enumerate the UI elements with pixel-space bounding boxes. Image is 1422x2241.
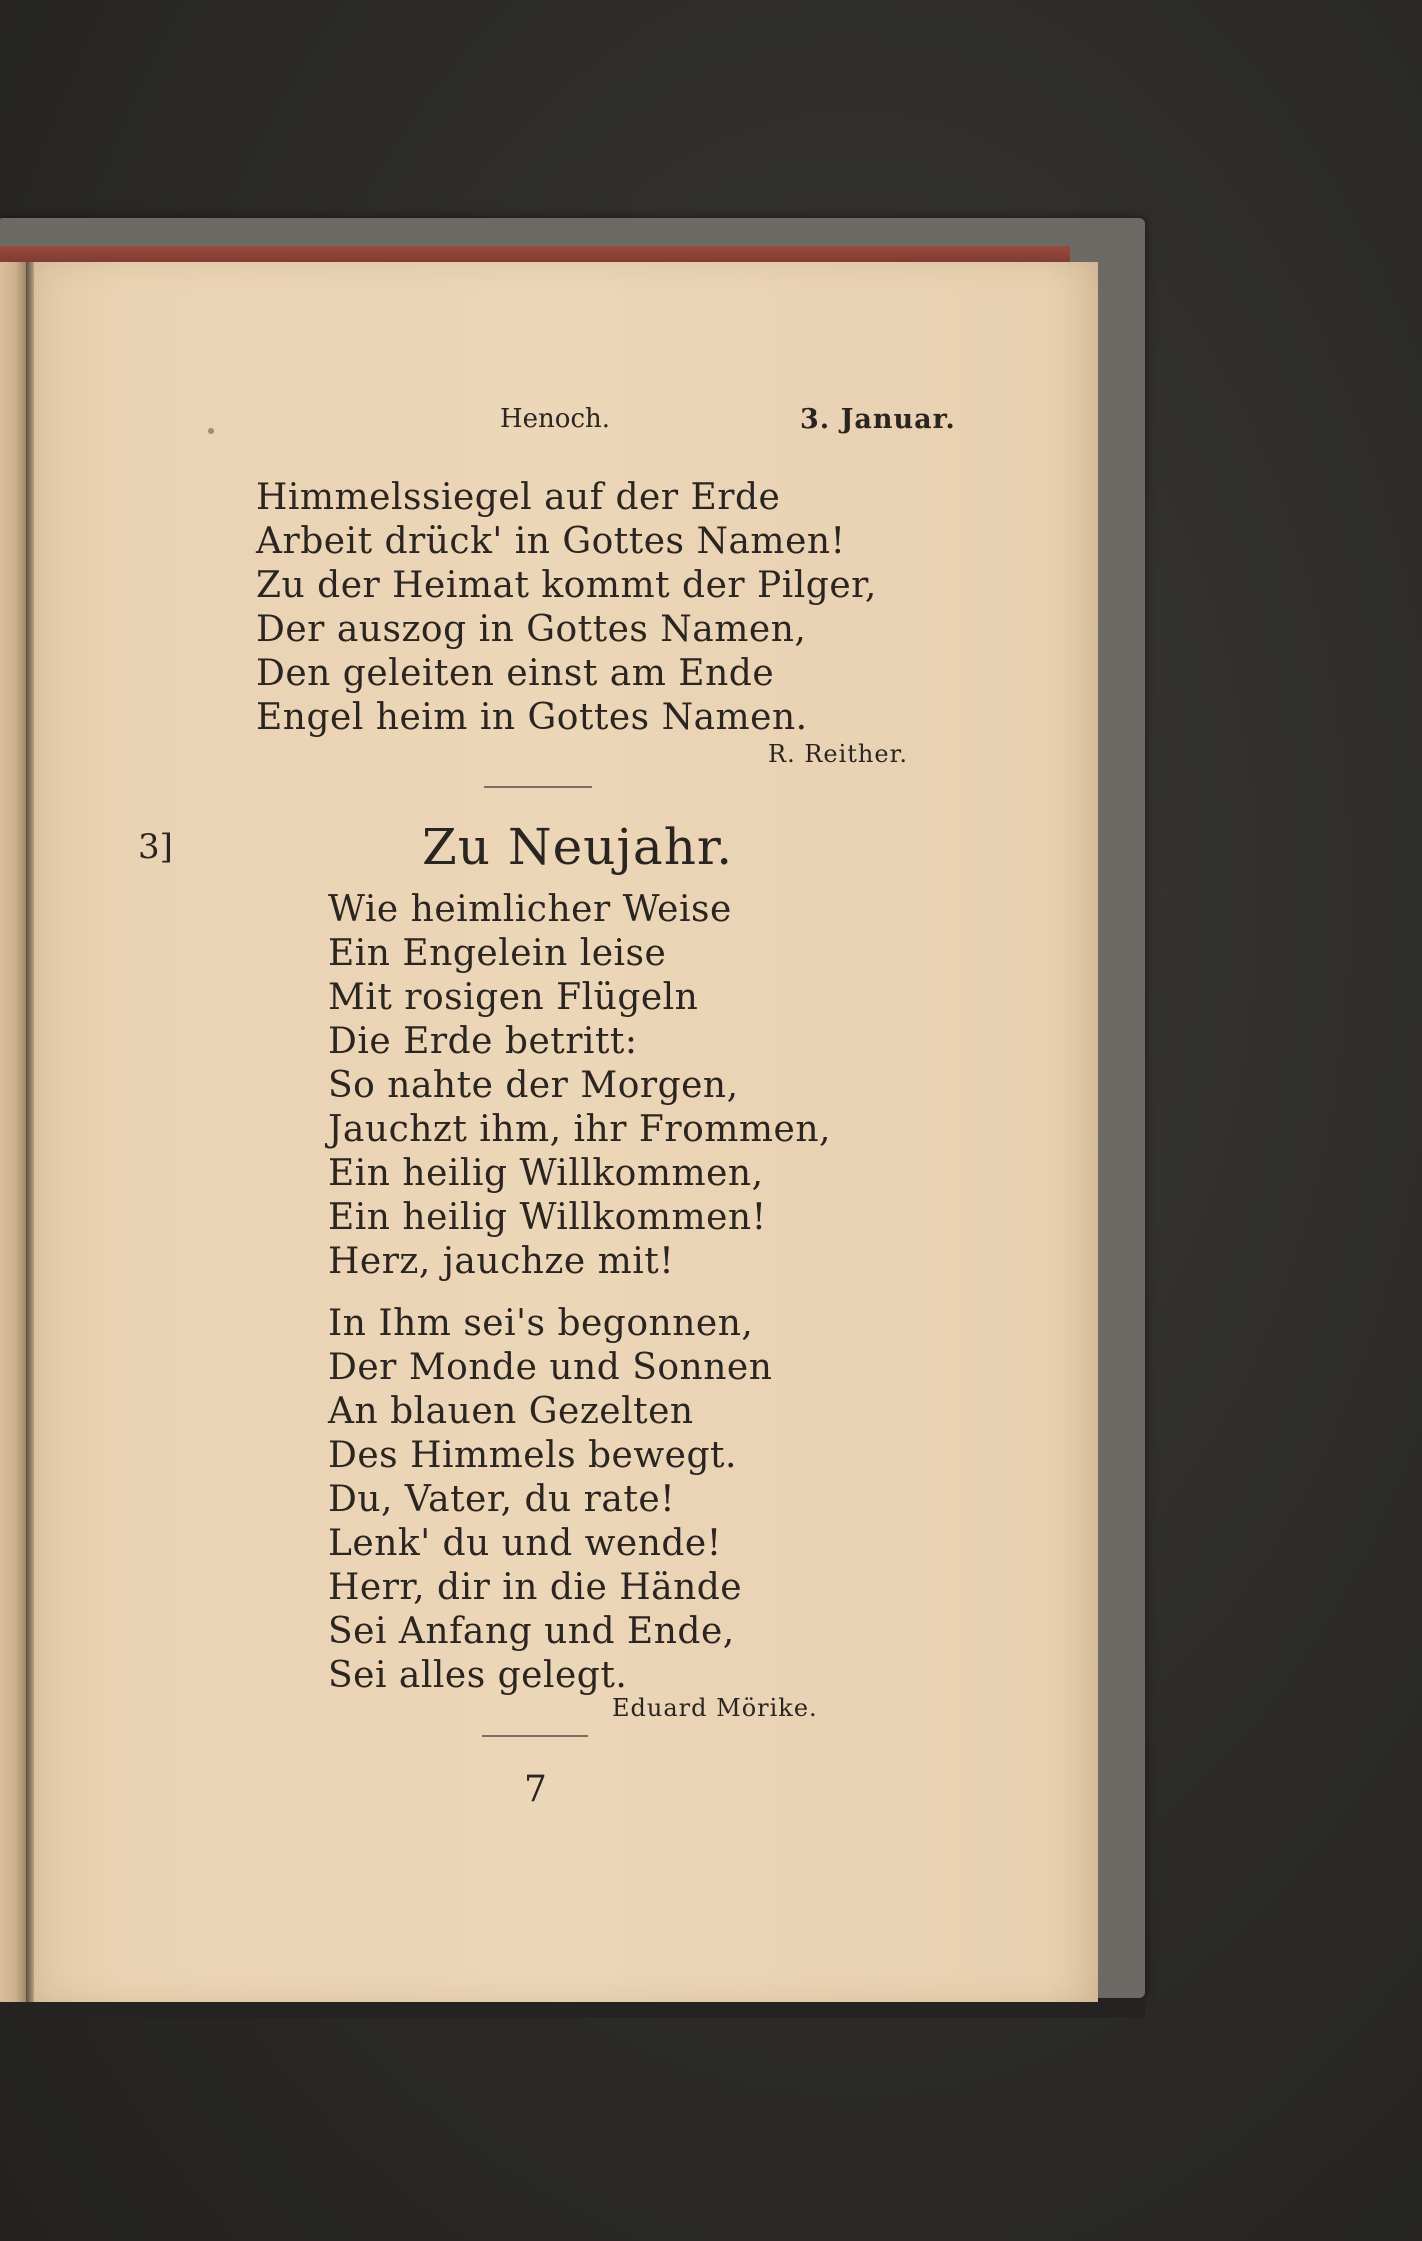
poem1-line: Der auszog in Gottes Namen, [256,609,807,650]
poem2-stanza1-line: Ein heilig Willkommen! [328,1197,767,1238]
poem2-stanza1-line: Jauchzt ihm, ihr Frommen, [328,1109,831,1150]
poem2-stanza1-line: Ein heilig Willkommen, [328,1153,764,1194]
poem2-stanza2-line: Sei alles gelegt. [328,1655,628,1696]
poem2-stanza1-line: Herz, jauchze mit! [328,1241,675,1282]
margin-number: 3] [138,827,173,867]
paper-speck [208,428,214,434]
poem2-stanza2-line: Sei Anfang und Ende, [328,1611,735,1652]
poem2-stanza2-line: Des Himmels bewegt. [328,1435,737,1476]
left-page-edge [0,262,26,2002]
section-divider [484,786,592,788]
page-number: 7 [524,1769,547,1810]
poem1-line: Zu der Heimat kommt der Pilger, [256,565,877,606]
poem2-stanza2-line: Der Monde und Sonnen [328,1347,773,1388]
poem1-line: Himmelssiegel auf der Erde [256,477,781,518]
page-gutter [26,262,34,2002]
poem1-author: R. Reither. [768,740,909,768]
poem2-stanza1-line: Wie heimlicher Weise [328,889,732,930]
poem1-line: Engel heim in Gottes Namen. [256,697,808,738]
poem2-stanza2-line: An blauen Gezelten [328,1391,694,1432]
poem2-stanza2-line: Du, Vater, du rate! [328,1479,676,1520]
poem2-stanza1-line: Mit rosigen Flügeln [328,977,699,1018]
poem2-stanza1-line: Die Erde betritt: [328,1021,638,1062]
poem2-author: Eduard Mörike. [612,1694,818,1722]
poem-title: Zu Neujahr. [422,818,734,876]
poem2-stanza1-line: Ein Engelein leise [328,933,667,974]
poem2-stanza2-line: In Ihm sei's begonnen, [328,1303,754,1344]
page-bottom-shadow [0,2002,1145,2018]
running-header-left: Henoch. [500,404,611,434]
end-divider [482,1735,588,1737]
poem2-stanza2-line: Herr, dir in die Hände [328,1567,743,1608]
poem2-stanza2-line: Lenk' du und wende! [328,1523,722,1564]
poem2-stanza1-line: So nahte der Morgen, [328,1065,739,1106]
poem1-line: Den geleiten einst am Ende [256,653,775,694]
poem1-line: Arbeit drück' in Gottes Namen! [256,521,846,562]
running-header-right: 3. Januar. [800,404,956,435]
